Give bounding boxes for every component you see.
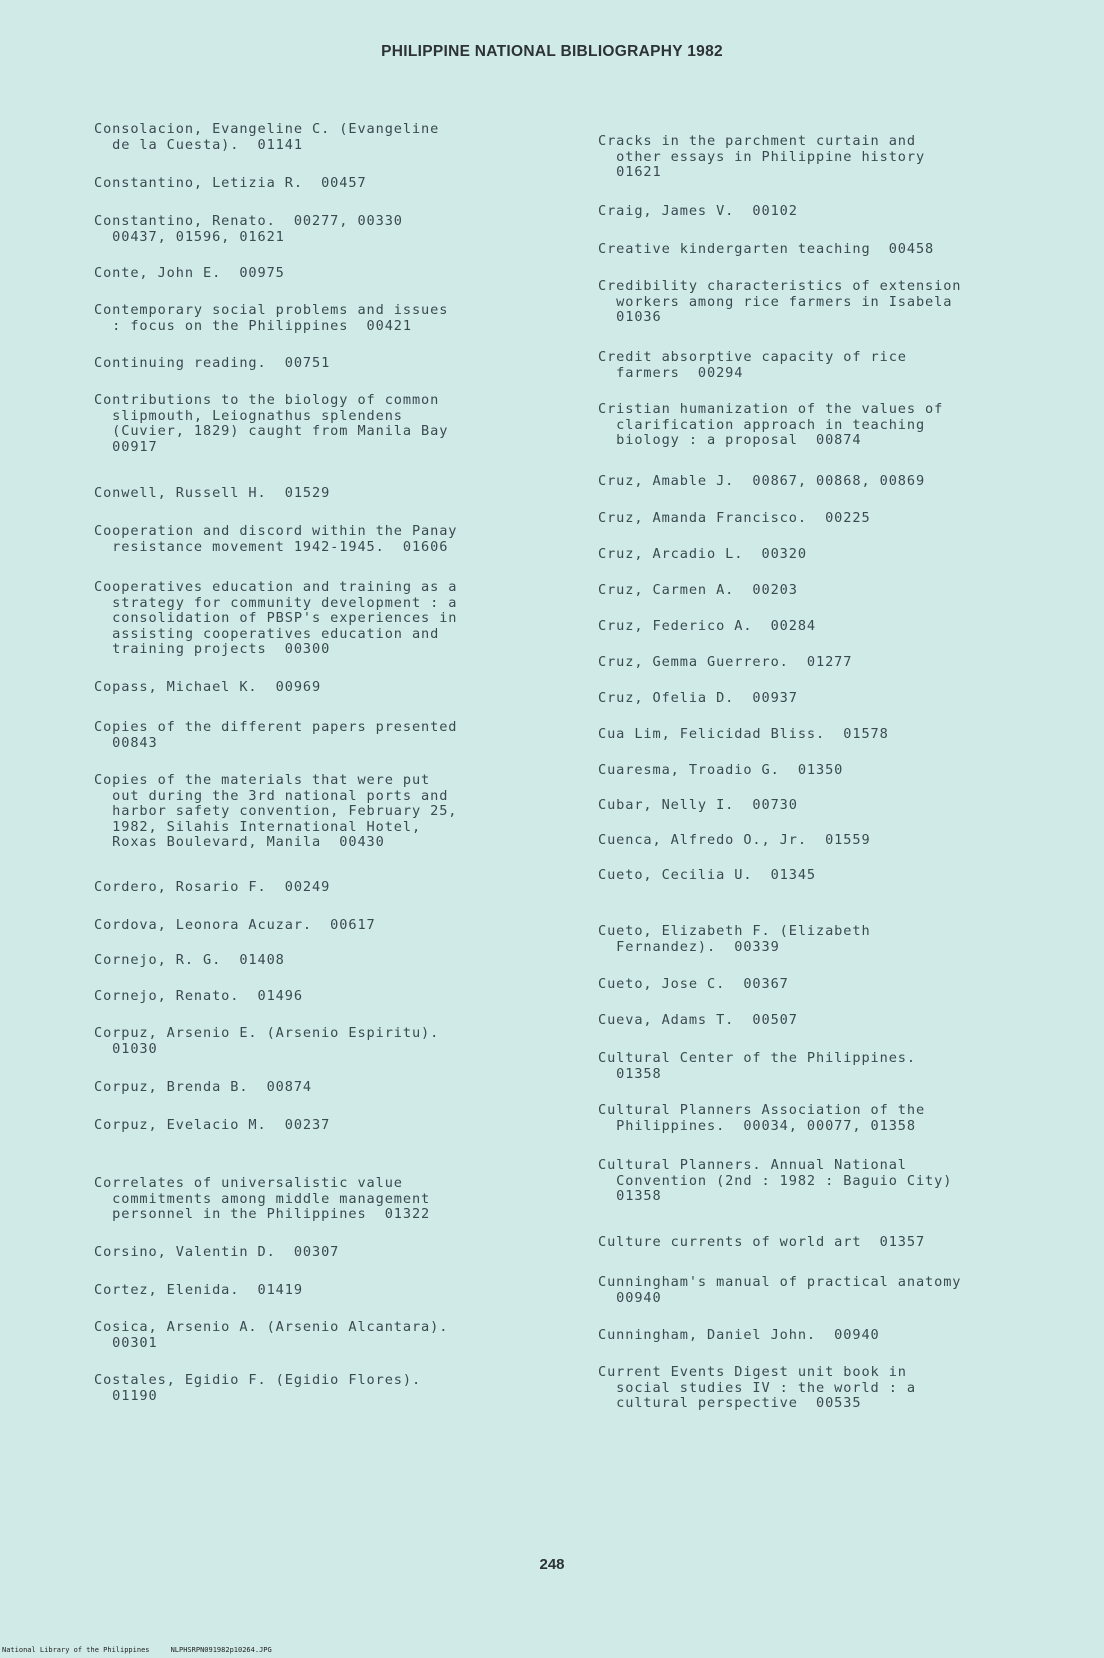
- bibliography-entry: Cueto, Jose C. 00367: [598, 976, 789, 992]
- bibliography-entry: Costales, Egidio F. (Egidio Flores). 01190: [94, 1372, 422, 1404]
- bibliography-entry: Craig, James V. 00102: [598, 203, 798, 219]
- bibliography-entry: Cordova, Leonora Acuzar. 00617: [94, 917, 376, 933]
- page-title: PHILIPPINE NATIONAL BIBLIOGRAPHY 1982: [381, 43, 723, 60]
- bibliography-entry: Contributions to the biology of common slipmouth, Leiognathus splendens (Cuvier, 1829) caught from Manila Bay 00917: [94, 392, 449, 455]
- bibliography-entry: Cuenca, Alfredo O., Jr. 01559: [598, 832, 871, 848]
- bibliography-entry: Cua Lim, Felicidad Bliss. 01578: [598, 726, 889, 742]
- bibliography-entry: Constantino, Renato. 00277, 00330 00437, 01596, 01621: [94, 213, 403, 245]
- bibliography-entry: Creative kindergarten teaching 00458: [598, 241, 935, 257]
- bibliography-entry: Cruz, Gemma Guerrero. 01277: [598, 654, 853, 670]
- bibliography-entry: Current Events Digest unit book in social studies IV : the world : a cultural perspective 00535: [598, 1364, 916, 1411]
- bibliography-entry: Conwell, Russell H. 01529: [94, 485, 331, 501]
- bibliography-entry: Cueva, Adams T. 00507: [598, 1012, 798, 1028]
- bibliography-entry: Cosica, Arsenio A. (Arsenio Alcantara). 00301: [94, 1319, 449, 1351]
- bibliography-entry: Copies of the different papers presented 00843: [94, 719, 458, 751]
- bibliography-entry: Culture currents of world art 01357: [598, 1234, 926, 1250]
- bibliography-entry: Cornejo, R. G. 01408: [94, 952, 285, 968]
- bibliography-entry: Cruz, Arcadio L. 00320: [598, 546, 807, 562]
- footer-credit: National Library of the Philippines NLPHSRPN091982p10264.JPG: [2, 1646, 272, 1654]
- bibliography-entry: Cueto, Elizabeth F. (Elizabeth Fernandez). 00339: [598, 923, 871, 955]
- bibliography-entry: Cracks in the parchment curtain and other essays in Philippine history 01621: [598, 133, 926, 180]
- bibliography-entry: Contemporary social problems and issues : focus on the Philippines 00421: [94, 302, 449, 334]
- bibliography-entry: Cooperation and discord within the Panay resistance movement 1942-1945. 01606: [94, 523, 458, 555]
- bibliography-entry: Cueto, Cecilia U. 01345: [598, 867, 817, 883]
- bibliography-entry: Continuing reading. 00751: [94, 355, 331, 371]
- bibliography-entry: Cruz, Amanda Francisco. 00225: [598, 510, 871, 526]
- bibliography-entry: Cristian humanization of the values of clarification approach in teaching biology : a proposal 00874: [598, 401, 944, 448]
- bibliography-entry: Cunningham's manual of practical anatomy 00940: [598, 1274, 962, 1306]
- bibliography-entry: Cultural Planners Association of the Philippines. 00034, 00077, 01358: [598, 1102, 926, 1134]
- bibliography-entry: Correlates of universalistic value commitments among middle management personnel in the Philippines 01322: [94, 1175, 431, 1222]
- bibliography-entry: Copass, Michael K. 00969: [94, 679, 322, 695]
- bibliography-entry: Copies of the materials that were put out during the 3rd national ports and harbor safety convention, February 25, 1982, Silahis International Hotel, Roxas Boulevard, Manila 00430: [94, 772, 458, 850]
- bibliography-entry: Cultural Planners. Annual National Convention (2nd : 1982 : Baguio City) 01358: [598, 1157, 953, 1204]
- bibliography-entry: Conte, John E. 00975: [94, 265, 285, 281]
- bibliography-entry: Cubar, Nelly I. 00730: [598, 797, 798, 813]
- bibliography-entry: Corpuz, Brenda B. 00874: [94, 1079, 313, 1095]
- bibliography-entry: Credibility characteristics of extension workers among rice farmers in Isabela 01036: [598, 278, 962, 325]
- bibliography-entry: Cruz, Amable J. 00867, 00868, 00869: [598, 473, 926, 489]
- bibliography-entry: Cornejo, Renato. 01496: [94, 988, 303, 1004]
- bibliography-entry: Consolacion, Evangeline C. (Evangeline de la Cuesta). 01141: [94, 121, 440, 153]
- bibliography-entry: Cruz, Ofelia D. 00937: [598, 690, 798, 706]
- page-number: 248: [539, 1556, 565, 1573]
- bibliography-entry: Corpuz, Arsenio E. (Arsenio Espiritu). 01030: [94, 1025, 440, 1057]
- bibliography-entry: Cooperatives education and training as a strategy for community development : a consolidation of PBSP's experiences in assisting cooperatives education and training projects 00300: [94, 579, 458, 657]
- bibliography-entry: Cultural Center of the Philippines. 01358: [598, 1050, 916, 1082]
- bibliography-entry: Corsino, Valentin D. 00307: [94, 1244, 340, 1260]
- bibliography-entry: Cruz, Federico A. 00284: [598, 618, 817, 634]
- bibliography-entry: Constantino, Letizia R. 00457: [94, 175, 367, 191]
- bibliography-entry: Cordero, Rosario F. 00249: [94, 879, 331, 895]
- bibliography-entry: Cortez, Elenida. 01419: [94, 1282, 303, 1298]
- bibliography-entry: Corpuz, Evelacio M. 00237: [94, 1117, 331, 1133]
- bibliography-entry: Cunningham, Daniel John. 00940: [598, 1327, 880, 1343]
- bibliography-entry: Cuaresma, Troadio G. 01350: [598, 762, 844, 778]
- bibliography-entry: Credit absorptive capacity of rice farmers 00294: [598, 349, 907, 381]
- bibliography-entry: Cruz, Carmen A. 00203: [598, 582, 798, 598]
